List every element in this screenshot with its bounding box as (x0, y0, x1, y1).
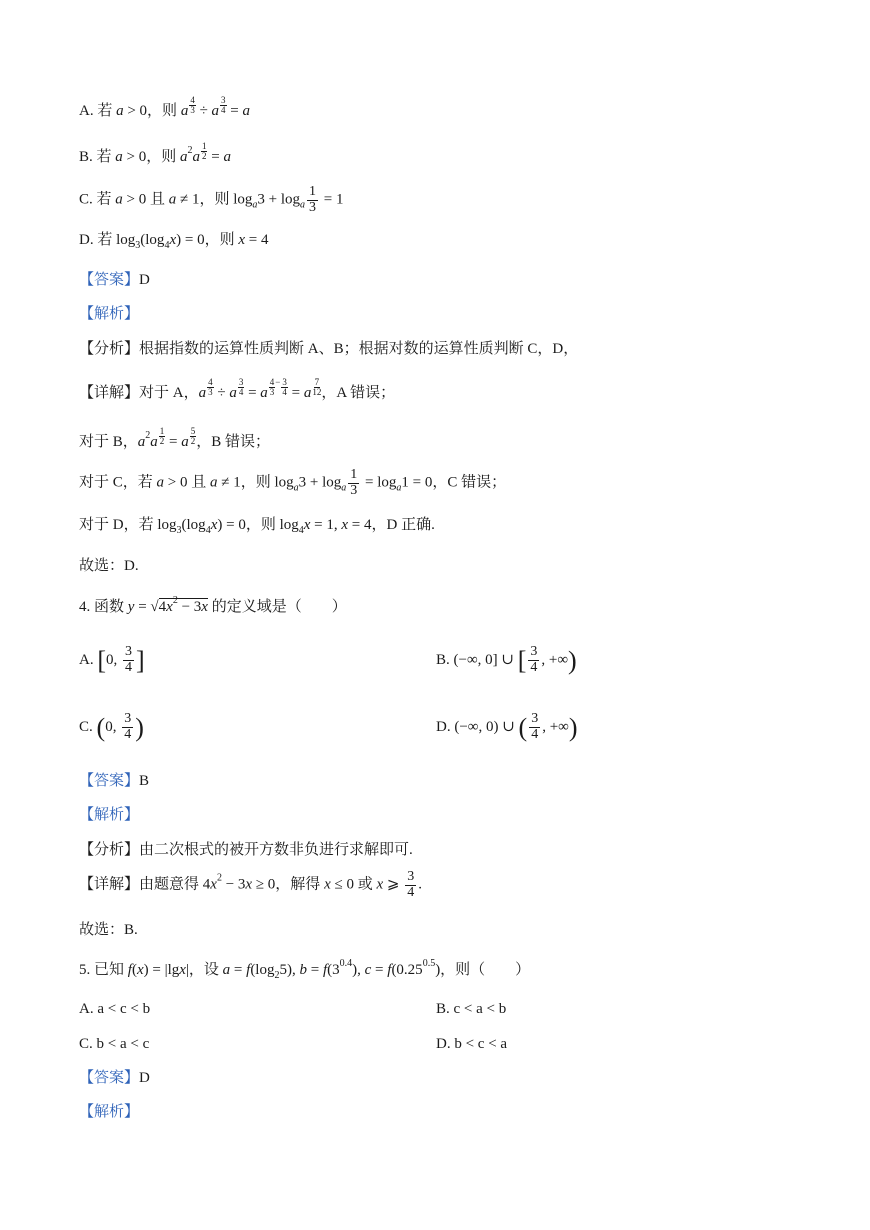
answer-label-2: 【答案】 (79, 773, 140, 789)
q3-detail-a: 【详解】对于 A，a $\frac{4}{3}$ ÷ a $\frac{3}{4}$ = a $\frac{4}{3}$ − $\frac{3}{4}$ = a $\frac{7}{12}$ ，A 错误； (79, 377, 396, 401)
q3-analysis (79, 340, 578, 358)
q3-option-d: D. 若 $\log_3(\log_4x) = 0$，则 x = 4 (79, 232, 269, 251)
q5-answer-value: D (139, 1070, 150, 1086)
explain-label: 【解析】 (79, 306, 140, 322)
answer-label: 【答案】 (79, 272, 140, 288)
q4-answer-value: B (139, 773, 150, 789)
q4-answer (79, 772, 149, 790)
q5-answer (79, 1069, 150, 1087)
q3-option-b: B. 若 a > 0，则 $a^2a$ $\frac{1}{2}$ = a (79, 141, 231, 165)
answer-label-3: 【答案】 (79, 1070, 140, 1086)
analysis-label: 【分析】 (79, 341, 140, 357)
q4-option-a: A. [0, $\frac{3}{4}$ ] (79, 644, 145, 676)
q4-option-c: C. (0, $\frac{3}{4}$ ) (79, 711, 144, 743)
q4-option-b: B. (−∞, 0] ∪ [ $\frac{3}{4}$ , +∞) (436, 644, 577, 676)
q3-choose: 故选：D. (79, 558, 139, 574)
q4-choose: 故选：B. (79, 922, 138, 938)
q3-option-c: C. 若 a > 0 且 a ≠ 1，则 $\log_a3 + \log_a$ $\frac{1}{3}$ = 1 (79, 184, 344, 215)
q3-answer (79, 271, 150, 289)
explain-label-3: 【解析】 (79, 1104, 140, 1120)
explain-label-2: 【解析】 (79, 807, 140, 823)
q5-explain-heading (79, 1103, 139, 1121)
q3-answer-value: D (139, 272, 150, 288)
q5-option-b: B. c < a < b (436, 1001, 507, 1017)
q5-option-c: C. b < a < c (79, 1036, 150, 1052)
q3-detail-d: 对于 D，若 $\log_3(\log_4x) = 0$，则 $\log_4x = 1$, x = 4，D 正确. (79, 517, 435, 536)
analysis-label-2: 【分析】 (79, 842, 140, 858)
q5-stem: 5. 已知 f(x) = |lgx|，设 $a = f(\log_25)$, $b = f(3^{0.4})$, $c = f(0.25^{0.5})$，则（ ） (79, 958, 531, 981)
q4-option-d: D. (−∞, 0) ∪ ( $\frac{3}{4}$ , +∞) (436, 711, 578, 743)
q3-analysis-text: 根据指数的运算性质判断 A、B；根据对数的运算性质判断 C，D， (139, 341, 579, 357)
q4-detail: 【详解】由题意得 $4x^2 - 3x \ge 0$，解得 x ≤ 0 或 x ⩾ $\frac{3}{4}$ . (79, 869, 422, 900)
q4-stem: 4. 函数 $y = √4x^2 - 3x$ 的定义域是（ ） (79, 595, 347, 615)
q3-detail-c: 对于 C，若 a > 0 且 a ≠ 1，则 $\log_a3 + \log_a$ $\frac{1}{3}$ = $\log_a1 = 0$，C 错误； (79, 467, 507, 498)
q5-option-a: A. a < c < b (79, 1001, 151, 1017)
q4-explain-heading (79, 806, 139, 824)
q4-analysis-text: 由二次根式的被开方数非负进行求解即可. (139, 842, 413, 858)
q3-detail-b: 对于 B，$a^2a$ $\frac{1}{2}$ = a $\frac{5}{2}$ ，B 错误； (79, 426, 270, 450)
q5-option-d: D. b < c < a (436, 1036, 508, 1052)
q3-explain-heading (79, 305, 139, 323)
q3-option-a: A. 若 a > 0，则 a $\frac{4}{3}$ ÷ a $\frac{3}{4}$ = a (79, 95, 251, 119)
q4-analysis (79, 841, 413, 859)
